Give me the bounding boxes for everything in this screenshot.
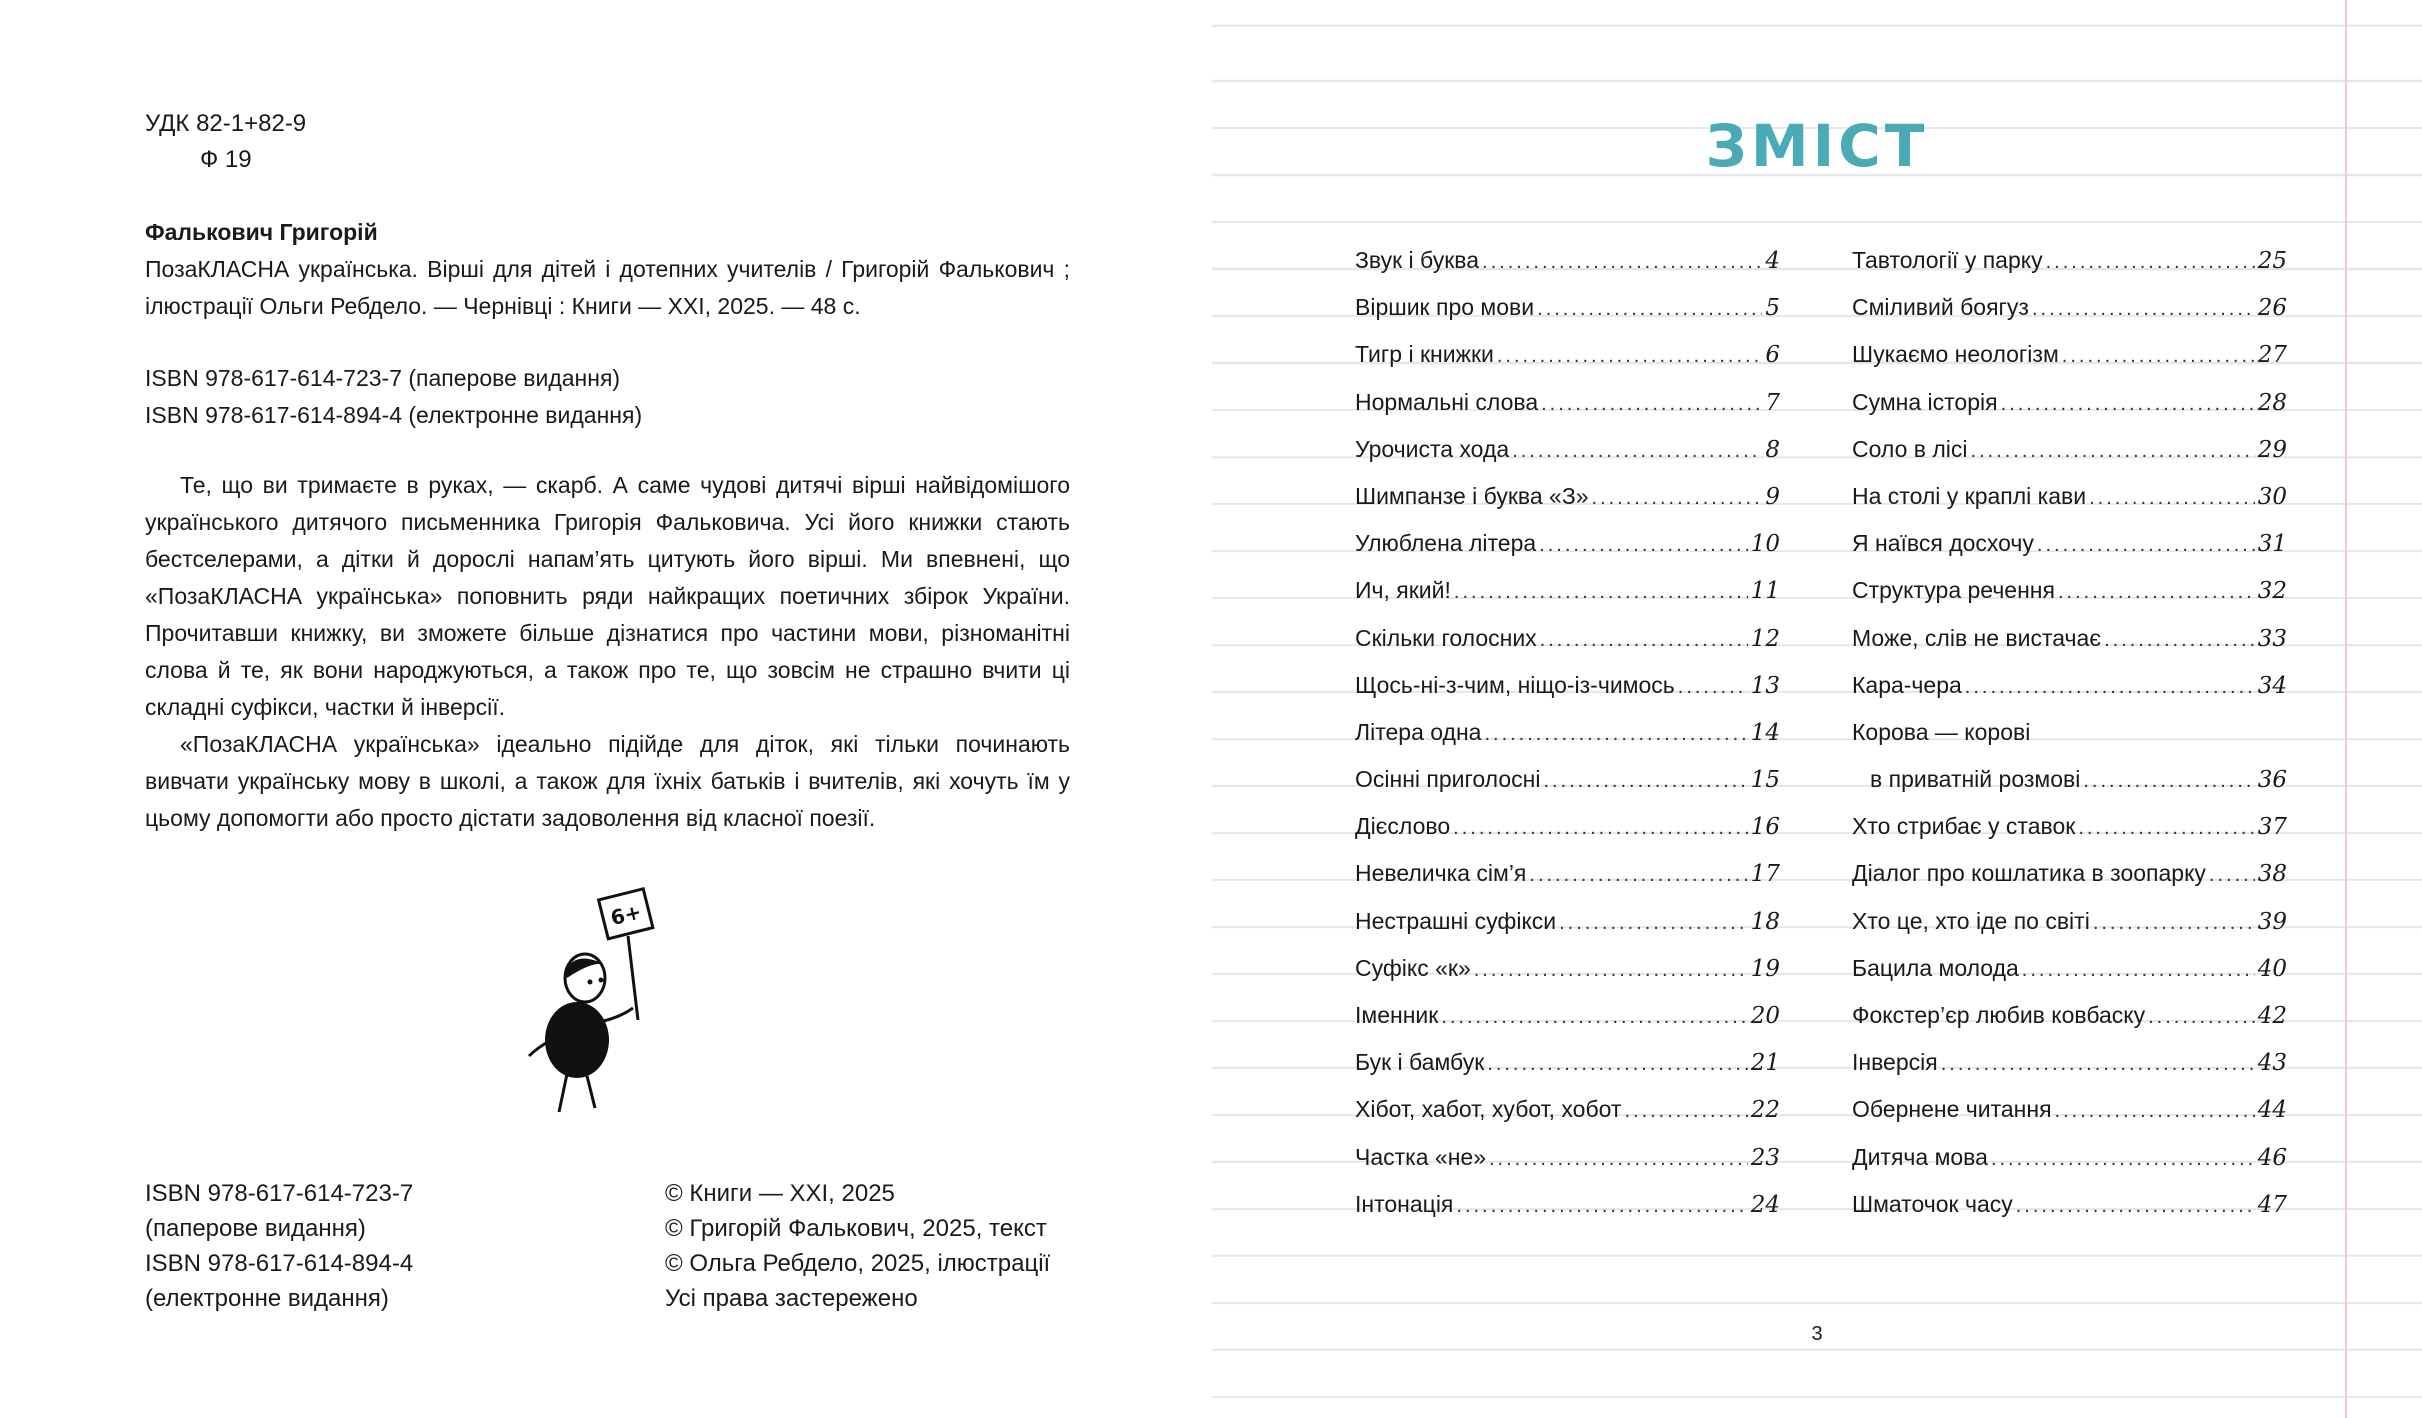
toc-entry-title: Сумна історія	[1852, 388, 1998, 415]
toc-leader-dots	[1484, 711, 1747, 758]
toc-entry-title: Дитяча мова	[1852, 1143, 1988, 1170]
notebook-margin-line	[2345, 0, 2347, 1418]
toc-entry-title: Сміливий боягуз	[1852, 294, 2029, 321]
toc-entry-page: 6	[1765, 342, 1780, 369]
copyright-line: © Григорій Фалькович, 2025, текст	[665, 1215, 1047, 1242]
toc-entry[interactable]	[1355, 284, 1780, 331]
toc-entry-title: Шимпанзе і буква «З»	[1355, 482, 1589, 509]
toc-entry[interactable]	[1355, 662, 1780, 709]
toc-leader-dots	[1482, 239, 1762, 286]
toc-entry[interactable]	[1355, 898, 1780, 945]
toc-entry-page: 7	[1765, 389, 1780, 416]
isbn-footer-line: (паперове видання)	[145, 1215, 366, 1242]
toc-entry[interactable]	[1355, 992, 1780, 1039]
toc-leader-dots	[1453, 805, 1748, 852]
toc-entry-page: 44	[2257, 1097, 2287, 1124]
toc-entry[interactable]	[1355, 756, 1780, 803]
toc-entry-title: Структура речення	[1852, 577, 2055, 604]
toc-entry[interactable]	[1852, 284, 2287, 331]
toc-entry-page: 32	[2257, 578, 2287, 605]
toc-leader-dots	[2058, 569, 2255, 616]
toc-entry[interactable]	[1852, 850, 2287, 897]
sheep-with-sign-illustration	[515, 880, 665, 1120]
isbn-footer-line: ISBN 978-617-614-894-4	[145, 1250, 414, 1277]
toc-leader-dots	[1592, 475, 1763, 522]
toc-entry-page: 18	[1750, 908, 1780, 935]
toc-entry-title: Хто це, хто іде по світі	[1852, 907, 2090, 934]
toc-entry[interactable]	[1852, 709, 2287, 756]
author-name: Фалькович Григорій	[145, 219, 378, 245]
toc-entry-title: Віршик про мови	[1355, 294, 1535, 321]
toc-entry[interactable]	[1355, 426, 1780, 473]
toc-leader-dots	[1454, 569, 1748, 616]
isbn-electronic: ISBN 978-617-614-894-4 (електронне видання)	[145, 402, 643, 428]
toc-entry-page: 16	[1750, 814, 1780, 841]
toc-entry[interactable]	[1852, 379, 2287, 426]
toc-entry-page: 34	[2257, 672, 2287, 699]
toc-leader-dots	[1678, 664, 1748, 711]
toc-entry-title: Хто стрибає у ставок	[1852, 813, 2076, 840]
toc-leader-dots	[1540, 617, 1748, 664]
toc-entry[interactable]	[1852, 945, 2287, 992]
toc-leader-dots	[2083, 758, 2254, 805]
toc-entry-page: 14	[1750, 719, 1780, 746]
toc-entry-title: Корова — корові	[1852, 718, 2031, 745]
toc-entry-page: 25	[2257, 248, 2287, 274]
isbn-footer	[145, 1176, 413, 1316]
toc-leader-dots	[2148, 994, 2255, 1041]
toc-entry-title: Тигр і книжки	[1355, 341, 1494, 368]
toc-entry-page: 11	[1750, 578, 1780, 605]
toc-entry-title: Суфікс «к»	[1355, 954, 1471, 981]
toc-entry-title: Скільки голосних	[1355, 624, 1537, 651]
sheep-body	[545, 1002, 609, 1078]
toc-entry-page: 43	[2257, 1050, 2287, 1077]
author-sign: Ф 19	[200, 146, 252, 173]
toc-entry-page: 29	[2257, 436, 2287, 463]
toc-entry[interactable]	[1852, 1134, 2287, 1181]
toc-leader-dots	[2032, 286, 2255, 333]
toc-entry[interactable]	[1355, 803, 1780, 850]
book-description: ПозаКЛАСНА українська. Вірші для дітей і дотепних учителів / Григорій Фалькович ; ілюстрації Ольги Ребдело. — Чернівці : Книги — ХХІ, 2025. — 48 с.	[145, 256, 1070, 319]
toc-entry-page: 21	[1750, 1050, 1780, 1077]
contents-page	[1212, 0, 2422, 1418]
toc-entry[interactable]	[1355, 1086, 1780, 1133]
toc-leader-dots	[2046, 239, 2255, 286]
toc-leader-dots	[2104, 617, 2255, 664]
toc-leader-dots	[1441, 994, 1747, 1041]
toc-entry-title: в приватній розмові	[1870, 766, 2081, 793]
toc-entry-page: 5	[1765, 295, 1780, 322]
toc-leader-dots	[1529, 852, 1747, 899]
toc-entry[interactable]	[1355, 567, 1780, 614]
toc-leader-dots	[2209, 852, 2255, 899]
toc-leader-dots	[1497, 333, 1762, 380]
isbn-print: ISBN 978-617-614-723-7 (паперове видання)	[145, 365, 621, 391]
toc-leader-dots	[2055, 1088, 2255, 1135]
toc-entry[interactable]	[1852, 1181, 2287, 1228]
toc-entry[interactable]	[1355, 615, 1780, 662]
toc-leader-dots	[1543, 758, 1747, 805]
toc-entry-page: 37	[2257, 814, 2287, 841]
toc-leader-dots	[2037, 522, 2255, 569]
toc-entry-page: 26	[2257, 295, 2287, 322]
toc-entry[interactable]	[1852, 662, 2287, 709]
toc-leader-dots	[1474, 947, 1748, 994]
udk-block	[145, 106, 306, 178]
toc-entry-page: 38	[2257, 861, 2287, 888]
annotation-paragraph-2: «ПозаКЛАСНА українська» ідеально підійде для діток, які тільки починають вивчати українську мову в школі, а також для їхніх батьків і вчителів, які хочуть їм у цьому допомогти або просто дістати задоволення від класної поезії.	[145, 731, 1070, 831]
toc-leader-dots	[2078, 805, 2254, 852]
copyright-block	[665, 1176, 1050, 1316]
toc-entry[interactable]	[1355, 520, 1780, 567]
toc-entry[interactable]	[1852, 567, 2287, 614]
toc-entry-page: 33	[2257, 625, 2287, 652]
toc-entry-page: 10	[1750, 531, 1780, 558]
toc-entry[interactable]	[1852, 426, 2287, 473]
toc-entry-page: 27	[2257, 342, 2287, 369]
toc-entry[interactable]	[1355, 1039, 1780, 1086]
toc-entry-title: Осінні приголосні	[1355, 766, 1541, 793]
toc-entry-title: Шматочок часу	[1852, 1190, 2013, 1217]
toc-entry[interactable]	[1355, 1181, 1780, 1228]
toc-entry-title: Я наївся досхочу	[1852, 530, 2034, 557]
toc-entry-page: 19	[1750, 955, 1780, 982]
toc-entry-title: Іменник	[1355, 1002, 1439, 1028]
toc-entry-title: Урочиста хода	[1355, 435, 1510, 462]
toc-entry-title: Частка «не»	[1355, 1143, 1486, 1170]
toc-entry-title: Нормальні слова	[1355, 388, 1539, 415]
toc-column-right	[1852, 237, 2287, 1228]
toc-entry-page: 47	[2257, 1191, 2287, 1218]
toc-leader-dots	[1487, 1041, 1747, 1088]
toc-entry-page: 22	[1750, 1097, 1780, 1124]
toc-leader-dots	[1489, 1136, 1748, 1183]
toc-entry-title: Ич, який!	[1355, 577, 1451, 604]
toc-leader-dots	[2093, 900, 2255, 947]
toc-leader-dots	[1991, 1136, 2255, 1183]
toc-entry[interactable]	[1852, 520, 2287, 567]
toc-entry[interactable]	[1355, 473, 1780, 520]
toc-entry-page: 4	[1765, 248, 1780, 274]
toc-entry-page: 30	[2257, 483, 2287, 510]
toc-column-left	[1355, 237, 1780, 1228]
toc-entry-title: Інтонація	[1355, 1190, 1454, 1217]
toc-leader-dots	[1971, 428, 2255, 475]
toc-entry[interactable]	[1355, 709, 1780, 756]
toc-entry-title: Хібот, хабот, хубот, хобот	[1355, 1096, 1622, 1123]
toc-entry-page: 9	[1765, 483, 1780, 510]
toc-entry-title: Обернене читання	[1852, 1096, 2052, 1123]
toc-leader-dots	[1965, 664, 2255, 711]
toc-entry-page: 36	[2257, 767, 2287, 794]
toc-entry-page: 17	[1750, 861, 1780, 888]
toc-entry-page: 39	[2257, 908, 2287, 935]
toc-entry-page: 46	[2257, 1144, 2287, 1171]
sign-stick	[628, 936, 638, 1020]
toc-entry[interactable]	[1355, 945, 1780, 992]
copyright-line: Усі права застережено	[665, 1285, 918, 1312]
isbn-list	[145, 360, 642, 434]
toc-entry-title: Бацила молода	[1852, 954, 2019, 981]
toc-entry[interactable]	[1852, 898, 2287, 945]
toc-entry[interactable]	[1355, 1134, 1780, 1181]
toc-leader-dots	[2022, 947, 2255, 994]
toc-leader-dots	[1541, 381, 1762, 428]
toc-entry-title: Звук і буква	[1355, 247, 1480, 273]
toc-entry-title: Бук і бамбук	[1355, 1049, 1485, 1076]
toc-entry[interactable]	[1852, 992, 2287, 1039]
toc-entry[interactable]	[1355, 237, 1780, 284]
toc-entry-title: Інверсія	[1852, 1049, 1938, 1076]
toc-entry-title: Нестрашні суфікси	[1355, 907, 1557, 934]
toc-leader-dots	[1539, 522, 1748, 569]
toc-entry[interactable]	[1852, 1086, 2287, 1133]
toc-entry[interactable]	[1852, 615, 2287, 662]
toc-entry-title: Улюблена літера	[1355, 530, 1537, 557]
toc-entry-page: 12	[1750, 625, 1780, 652]
toc-entry[interactable]	[1355, 331, 1780, 378]
toc-entry-page: 24	[1750, 1191, 1780, 1218]
toc-entry-title: Може, слів не вистачає	[1852, 624, 2102, 651]
toc-entry-page: 40	[2257, 955, 2287, 982]
toc-entry[interactable]	[1852, 756, 2287, 803]
toc-entry-title: Кара-чера	[1852, 671, 1962, 698]
toc-entry[interactable]	[1852, 331, 2287, 378]
toc-entry-title: Щось-ні-з-чим, ніщо-із-чимось	[1355, 671, 1675, 698]
toc-leader-dots	[1512, 428, 1762, 475]
toc-leader-dots	[2089, 475, 2255, 522]
isbn-footer-line: (електронне видання)	[145, 1285, 389, 1312]
toc-entry[interactable]	[1355, 379, 1780, 426]
toc-leader-dots	[1559, 900, 1748, 947]
annotation	[145, 467, 1070, 837]
toc-entry-page: 42	[2257, 1003, 2287, 1029]
toc-entry[interactable]	[1852, 803, 2287, 850]
toc-entry-page: 20	[1750, 1003, 1780, 1029]
age-sign	[599, 889, 653, 939]
toc-entry-title: Соло в лісі	[1852, 435, 1968, 462]
toc-leader-dots	[1456, 1183, 1747, 1230]
toc-leader-dots	[1624, 1088, 1747, 1135]
annotation-paragraph-1: Те, що ви тримаєте в руках, — скарб. А саме чудові дитячі вірші найвідомішого українського дитячого письменника Григорія Фальковича. Усі його книжки стають бестселерами, а дітки й дорослі напам’ять цитують його вірші. Ми впевнені, що «ПозаКЛАСНА українська» поповнить ряди найкращих поетичних збірок України. Прочитавши книжку, ви зможете більше дізнатися про частини мови, різноманітні слова й те, як вони народжуються, а також про те, що зовсім не страшно вчити ці складні суфікси, частки й інверсії.	[145, 472, 1070, 720]
toc-leader-dots	[2001, 381, 2255, 428]
bibliographic-record	[145, 214, 1070, 325]
toc-entry-page: 28	[2257, 389, 2287, 416]
toc-entry-title: Тавтології у парку	[1852, 247, 2043, 273]
toc-entry-title: Діалог про кошлатика в зоопарку	[1852, 860, 2206, 887]
toc-entry-page: 23	[1750, 1144, 1780, 1171]
age-rating-label: 6+	[608, 899, 644, 931]
toc-entry-title: Дієслово	[1355, 813, 1451, 840]
toc-leader-dots	[1537, 286, 1762, 333]
toc-entry-page: 8	[1765, 436, 1780, 463]
toc-entry-title: Шукаємо неологізм	[1852, 341, 2059, 368]
toc-entry-title: Фокстер’єр любив ковбаску	[1852, 1002, 2146, 1028]
toc-leader-dots	[1941, 1041, 2255, 1088]
toc-entry[interactable]	[1852, 473, 2287, 520]
isbn-footer-line: ISBN 978-617-614-723-7	[145, 1180, 414, 1207]
toc-entry[interactable]	[1852, 1039, 2287, 1086]
toc-entry-page: 31	[2257, 531, 2287, 558]
toc-leader-dots	[2016, 1183, 2255, 1230]
copyright-line: © Ольга Ребдело, 2025, ілюстрації	[665, 1250, 1051, 1277]
contents-title: ЗМІСТ	[1705, 112, 1929, 180]
toc-entry[interactable]	[1355, 850, 1780, 897]
toc-entry-title: На столі у краплі кави	[1852, 482, 2087, 509]
toc-entry-page: 13	[1750, 672, 1780, 699]
toc-entry-page: 15	[1750, 767, 1780, 794]
toc-entry[interactable]	[1852, 237, 2287, 284]
page-number: 3	[1811, 1323, 1823, 1345]
copyright-line: © Книги — ХХІ, 2025	[665, 1180, 895, 1207]
udk-code: УДК 82-1+82-9	[145, 110, 307, 137]
toc-entry-title: Невеличка сім’я	[1355, 860, 1527, 887]
toc-entry-title: Літера одна	[1355, 718, 1482, 745]
toc-leader-dots	[2062, 333, 2255, 380]
